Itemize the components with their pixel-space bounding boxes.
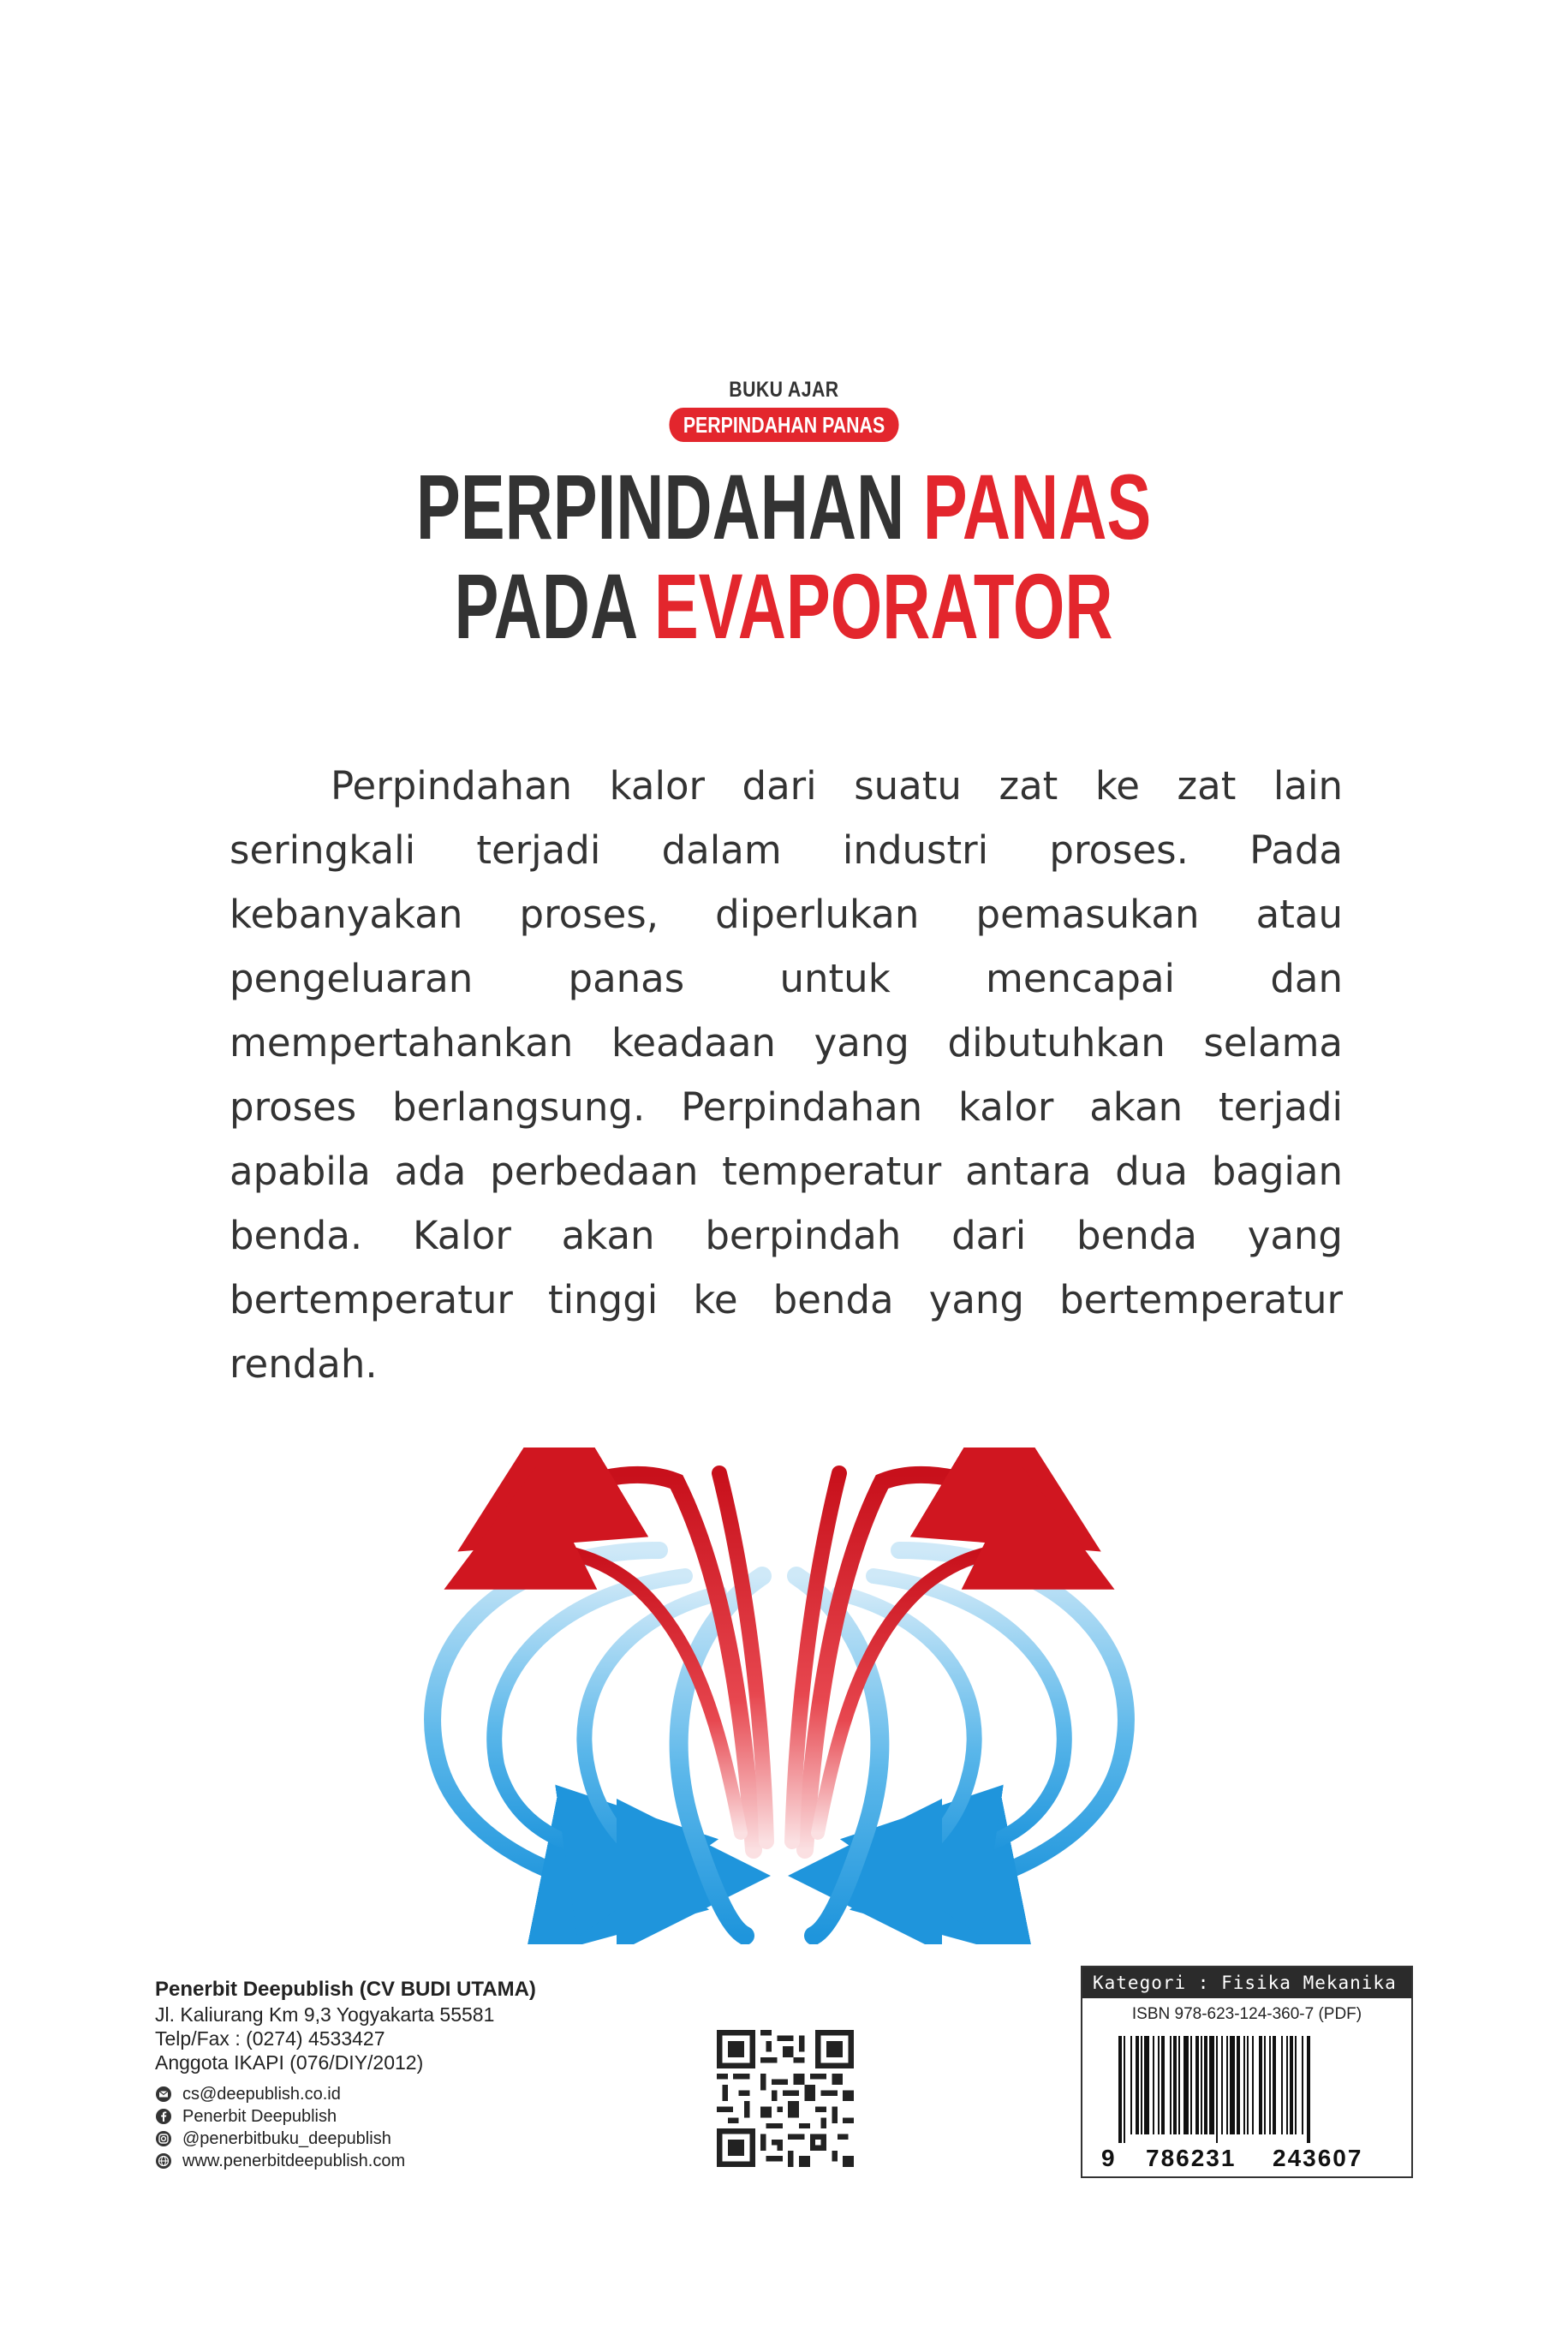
barcode-bar bbox=[1204, 2036, 1207, 2134]
contact-list bbox=[155, 2083, 600, 2172]
barcode-bar bbox=[1183, 2036, 1189, 2134]
barcode-bar bbox=[1281, 2036, 1283, 2134]
heat-flow-illustration bbox=[402, 1448, 1156, 1944]
barcode-bar bbox=[1307, 2036, 1310, 2143]
barcode-bar bbox=[1273, 2036, 1276, 2134]
barcode-bar bbox=[1259, 2036, 1262, 2134]
series-label: BUKU AJAR bbox=[729, 378, 839, 402]
barcode-bar bbox=[1141, 2036, 1142, 2134]
contact-instagram-text: @penerbitbuku_deepublish bbox=[182, 2128, 391, 2148]
barcode-bar bbox=[1243, 2036, 1245, 2134]
barcode-first-digit: 9 bbox=[1101, 2145, 1115, 2171]
instagram-icon bbox=[155, 2130, 172, 2147]
cover-header bbox=[0, 377, 1568, 656]
barcode-bar bbox=[1158, 2036, 1160, 2134]
barcode bbox=[1101, 2036, 1396, 2173]
contact-website-text: www.penerbitdeepublish.com bbox=[182, 2151, 406, 2170]
barcode-bar bbox=[1221, 2036, 1223, 2134]
contact-email bbox=[155, 2083, 600, 2105]
barcode-bar bbox=[1264, 2036, 1266, 2134]
book-title bbox=[0, 457, 1568, 656]
barcode-bar bbox=[1144, 2036, 1149, 2134]
barcode-right-digits: 243607 bbox=[1273, 2145, 1363, 2171]
isbn-barcode-box bbox=[1081, 1966, 1413, 2178]
barcode-bar bbox=[1216, 2036, 1218, 2143]
barcode-bar bbox=[1201, 2036, 1202, 2134]
category-label: Kategori : Fisika Mekanika bbox=[1082, 1967, 1411, 1998]
barcode-bar bbox=[1209, 2036, 1214, 2134]
title-line2-part2: EVAPORATOR bbox=[654, 554, 1114, 658]
publisher-membership: Anggota IKAPI (076/DIY/2012) bbox=[155, 2051, 424, 2074]
barcode-left-digits: 786231 bbox=[1146, 2145, 1237, 2171]
publisher-phone: Telp/Fax : (0274) 4533427 bbox=[155, 2027, 385, 2050]
contact-website bbox=[155, 2150, 600, 2172]
barcode-bar bbox=[1252, 2036, 1254, 2134]
book-blurb: Perpindahan kalor dari suatu zat ke zat lain seringkali terjadi dalam industri proses. Pada kebanyakan proses, diperlukan pemasukan atau pengeluaran panas untuk mencapai dan mempertahankan keadaan yang dibutuhkan selama proses berlangsung. Perpindahan kalor akan terjadi apabila ada perbedaan temperatur antara dua bagian benda. Kalor akan berpindah dari benda yang bertemperatur tinggi ke benda yang bertemperatur rendah. bbox=[230, 763, 1343, 1387]
barcode-bar bbox=[1136, 2036, 1139, 2134]
title-line1-part2: PANAS bbox=[923, 455, 1152, 558]
barcode-bar bbox=[1173, 2036, 1177, 2134]
barcode-bar bbox=[1178, 2036, 1180, 2134]
barcode-bar bbox=[1290, 2036, 1293, 2134]
barcode-bar bbox=[1237, 2036, 1240, 2134]
title-line1-part1: PERPINDAHAN bbox=[416, 455, 924, 558]
contact-email-text: cs@deepublish.co.id bbox=[182, 2084, 341, 2104]
barcode-bar bbox=[1161, 2036, 1165, 2134]
barcode-bar bbox=[1286, 2036, 1288, 2134]
contact-facebook bbox=[155, 2105, 600, 2128]
barcode-bar bbox=[1118, 2036, 1122, 2143]
contact-instagram bbox=[155, 2128, 600, 2150]
barcode-bar bbox=[1153, 2036, 1154, 2134]
barcode-bar bbox=[1124, 2036, 1125, 2143]
publisher-name: Penerbit Deepublish (CV BUDI UTAMA) bbox=[155, 1978, 536, 2001]
publisher-info bbox=[155, 1977, 600, 2172]
barcode-bar bbox=[1269, 2036, 1271, 2134]
globe-icon bbox=[155, 2152, 172, 2170]
publisher-address: Jl. Kaliurang Km 9,3 Yogyakarta 55581 bbox=[155, 2003, 495, 2026]
barcode-bar bbox=[1195, 2036, 1199, 2134]
barcode-bar bbox=[1170, 2036, 1172, 2134]
facebook-icon bbox=[155, 2108, 172, 2125]
barcode-bar bbox=[1130, 2036, 1132, 2134]
title-line2-part1: PADA bbox=[454, 554, 655, 658]
series-badge: PERPINDAHAN PANAS bbox=[669, 408, 898, 442]
email-icon bbox=[155, 2086, 172, 2103]
contact-facebook-text: Penerbit Deepublish bbox=[182, 2106, 337, 2126]
barcode-bar bbox=[1295, 2036, 1297, 2134]
barcode-bar bbox=[1190, 2036, 1192, 2134]
barcode-bar bbox=[1247, 2036, 1249, 2134]
isbn-text: ISBN 978-623-124-360-7 (PDF) bbox=[1131, 2005, 1362, 2023]
barcode-bar bbox=[1226, 2036, 1228, 2134]
barcode-bar bbox=[1230, 2036, 1235, 2134]
qr-code bbox=[717, 2030, 854, 2167]
barcode-bar bbox=[1302, 2036, 1303, 2134]
